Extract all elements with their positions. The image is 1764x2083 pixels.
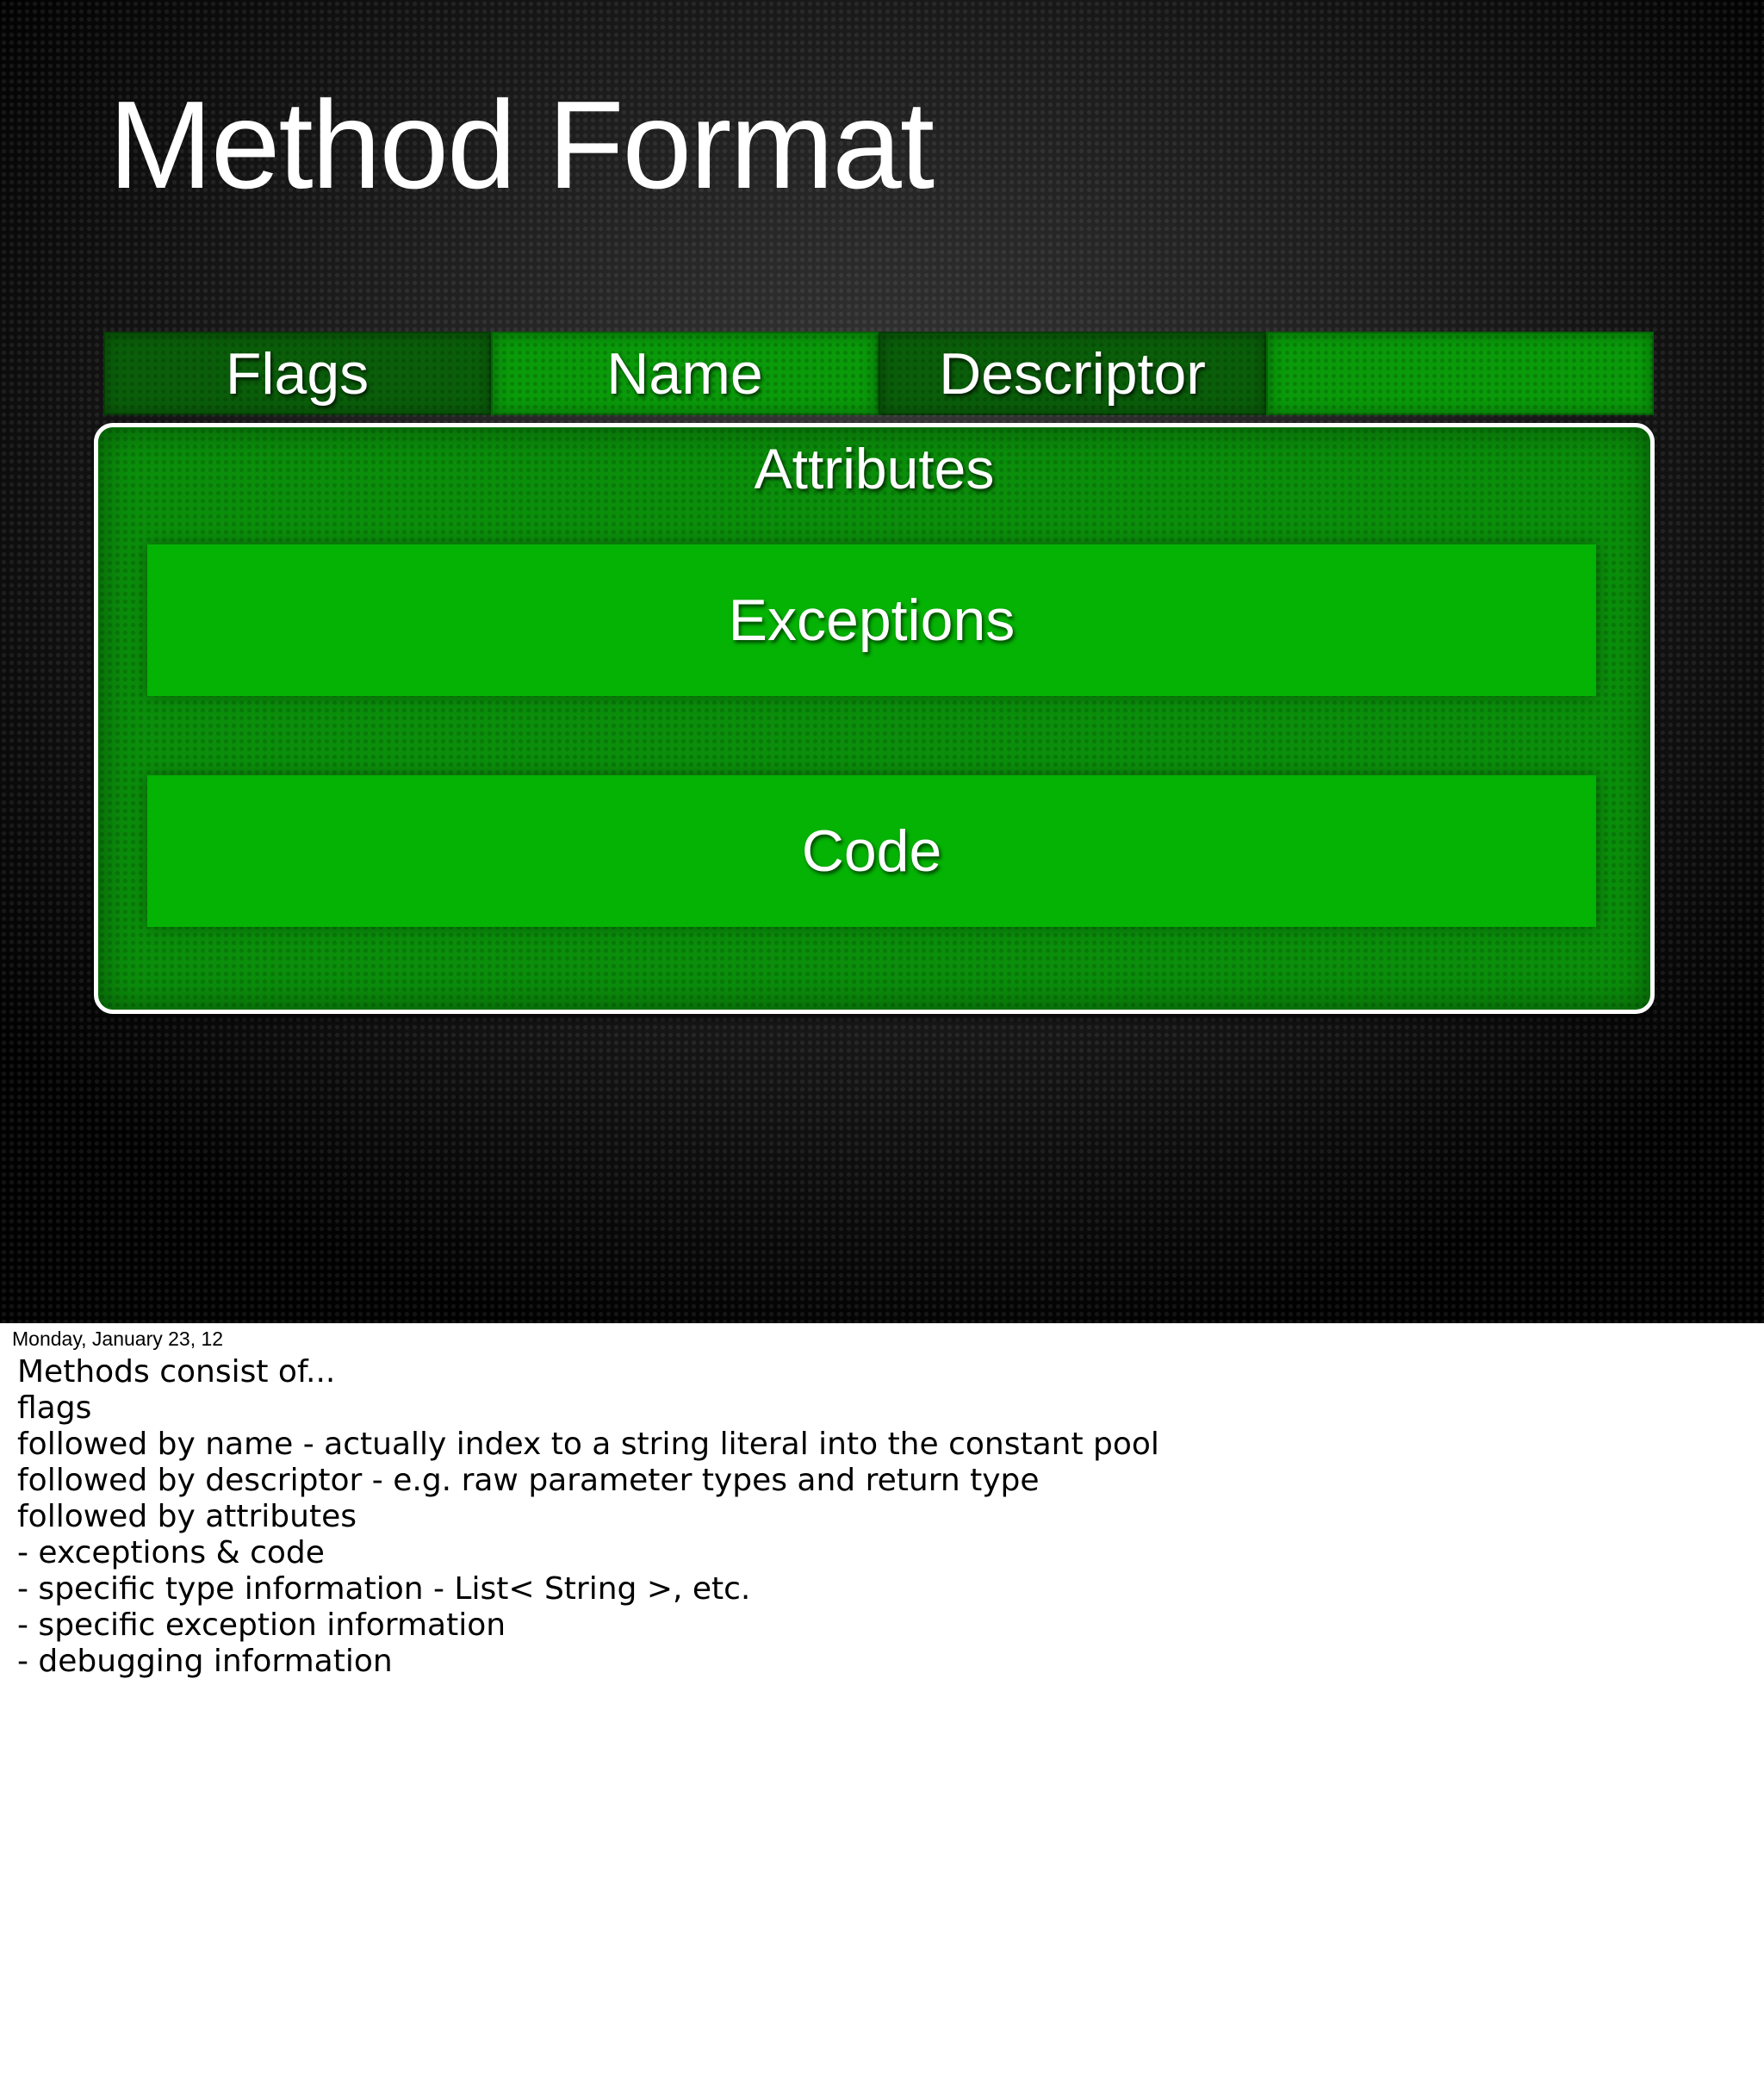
descriptor-cell: Descriptor <box>879 332 1266 415</box>
note-line: - specific exception information <box>17 1607 506 1643</box>
note-line: followed by descriptor - e.g. raw parameter types and return type <box>17 1463 1040 1498</box>
code-box: Code <box>147 775 1596 927</box>
name-cell: Name <box>491 332 879 415</box>
attributes-box <box>94 423 1655 1014</box>
attributes-label: Attributes <box>754 437 995 501</box>
speaker-notes <box>17 1354 1159 1680</box>
empty-cell <box>1266 332 1654 415</box>
note-line: - specific type information - List< String >, etc. <box>17 1571 751 1607</box>
flags-cell: Flags <box>103 332 491 415</box>
slide-title: Method Format <box>109 75 934 215</box>
slide-date: Monday, January 23, 12 <box>12 1328 224 1350</box>
exceptions-box: Exceptions <box>147 544 1596 696</box>
note-line: followed by attributes <box>17 1499 357 1534</box>
note-line: - debugging information <box>17 1644 393 1679</box>
note-line: followed by name - actually index to a string literal into the constant pool <box>17 1427 1159 1462</box>
note-line: flags <box>17 1390 92 1426</box>
note-line: - exceptions & code <box>17 1535 325 1570</box>
note-line: Methods consist of... <box>17 1354 336 1390</box>
